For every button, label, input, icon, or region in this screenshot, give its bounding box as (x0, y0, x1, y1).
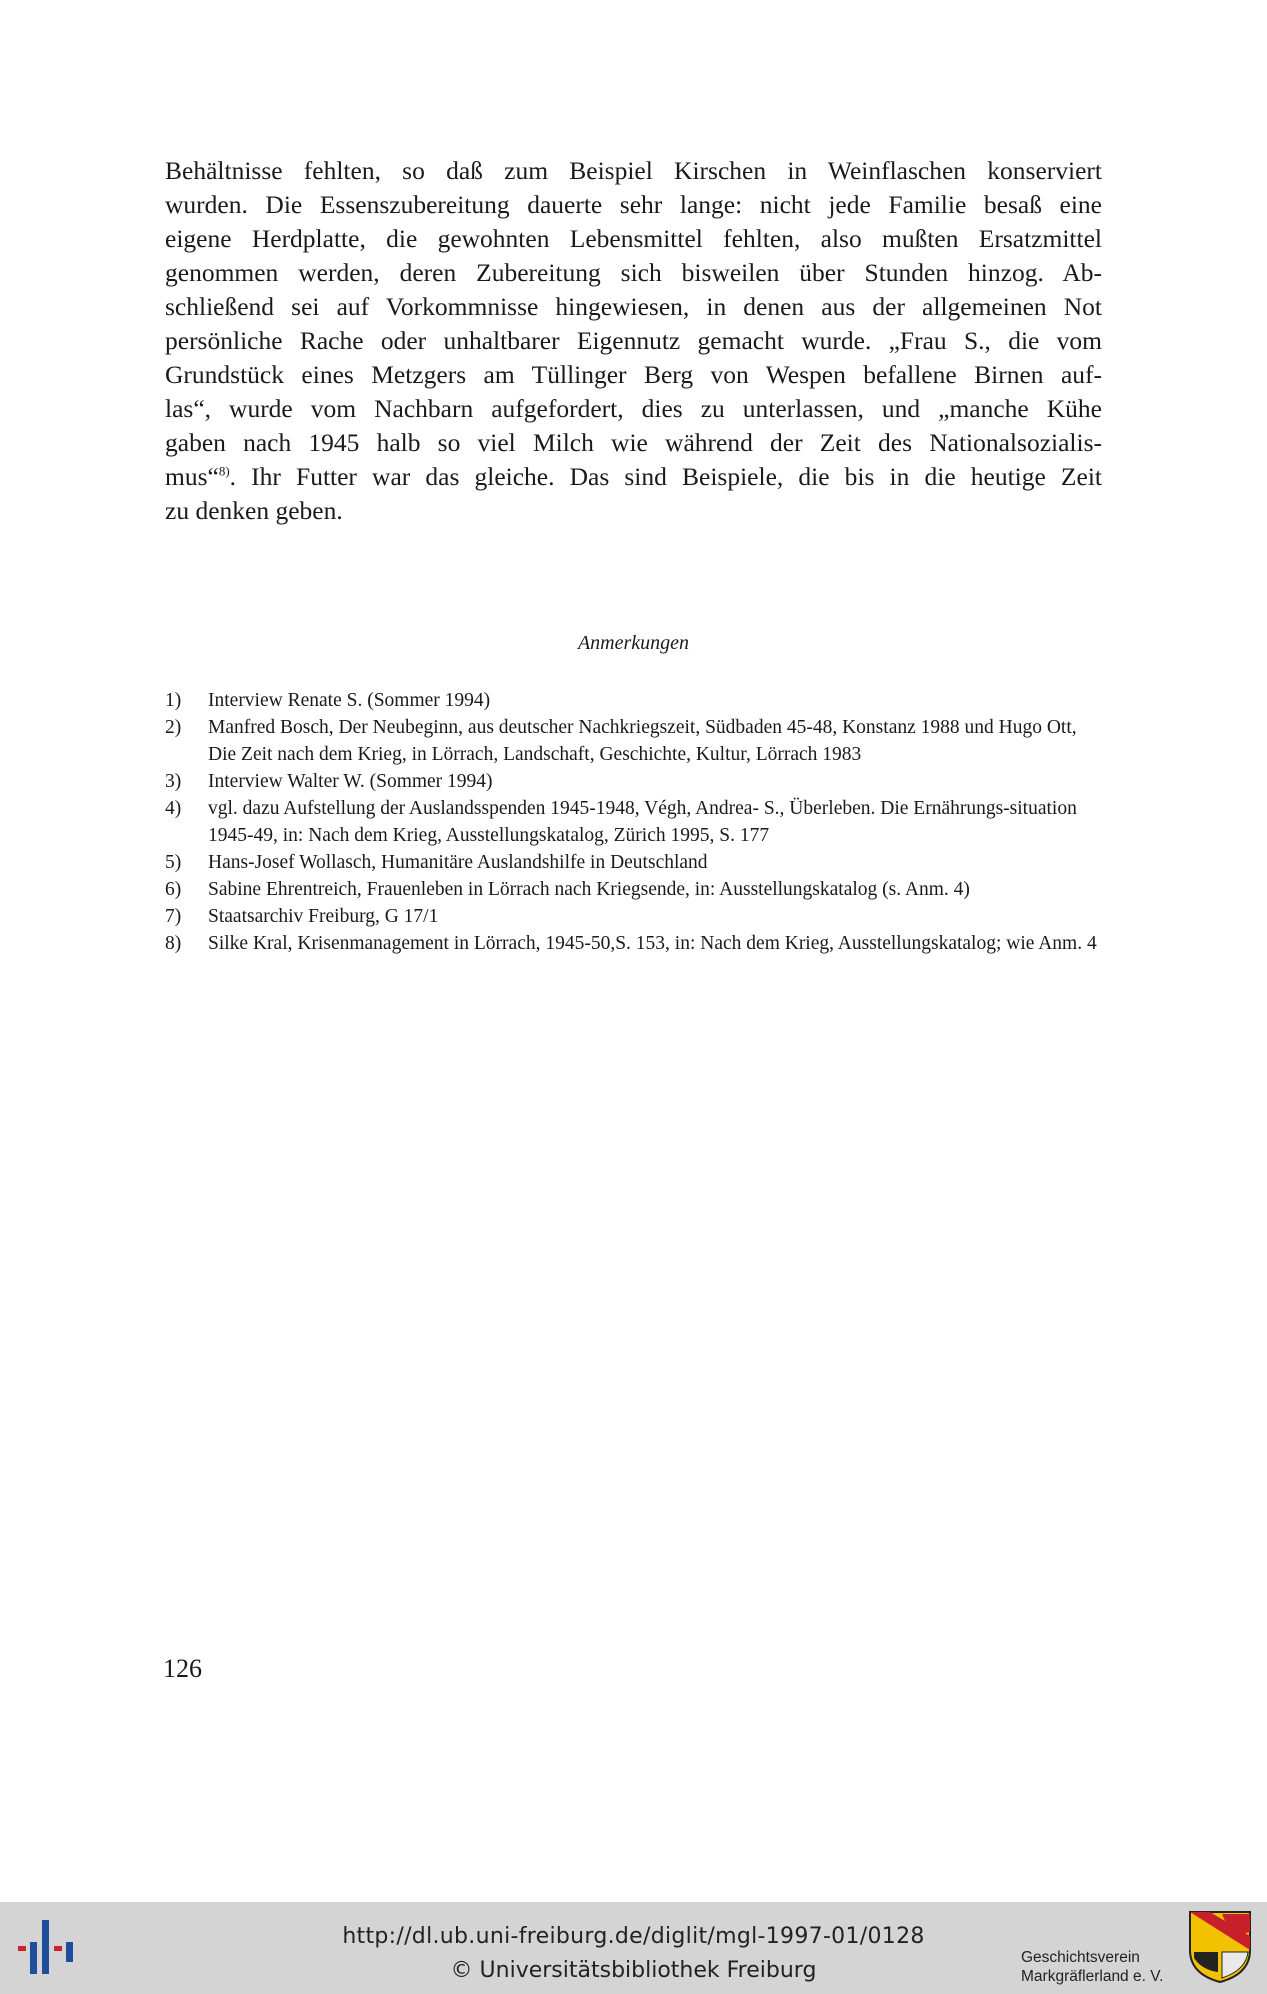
body-line: genommen werden, deren Zubereitung sich bisweilen über Stunden hinzog. Ab- (165, 258, 1102, 287)
page-number: 126 (163, 1654, 202, 1683)
source-url-link[interactable]: http://dl.ub.uni-freiburg.de/diglit/mgl-1997-01/0128 (342, 1924, 925, 1949)
footnote-number: 4) (165, 798, 182, 819)
body-text-fragment: mus“ (165, 462, 219, 491)
footnote-number: 3) (165, 771, 182, 792)
body-line: eigene Herdplatte, die gewohnten Lebensmittel fehlten, also mußten Ersatzmittel (165, 224, 1102, 253)
footnote-text: vgl. dazu Aufstellung der Auslandsspenden 1945-1948, Végh, Andrea- S., Überleben. Die Ernährungs-situation 1945-49, in: Nach dem Krieg, Ausstellungskatalog, Zürich 1995, S. 177 (208, 798, 1077, 846)
footnote-number: 1) (165, 690, 182, 711)
society-name (1021, 1948, 1163, 1986)
notes-heading: Anmerkungen (577, 632, 690, 654)
footnote-text: Staatsarchiv Freiburg, G 17/1 (208, 906, 439, 927)
footnote-reference: 8) (218, 463, 230, 479)
footnote-item (165, 903, 1102, 930)
footnote-item (165, 876, 1102, 903)
footnote-text: Interview Renate S. (Sommer 1994) (208, 690, 491, 711)
body-text-fragment: . Ihr Futter war das gleiche. Das sind Beispiele, die bis in die heutige Zeit (229, 462, 1102, 491)
footnotes-list (165, 687, 1102, 957)
body-line: Behältnisse fehlten, so daß zum Beispiel Kirschen in Weinflaschen konserviert (165, 156, 1102, 185)
society-name-line: Markgräflerland e. V. (1021, 1968, 1164, 1985)
coat-of-arms-icon (1188, 1910, 1252, 1984)
footnote-text: Hans-Josef Wollasch, Humanitäre Auslandshilfe in Deutschland (208, 852, 708, 873)
body-line: persönliche Rache oder unhaltbarer Eigennutz gemacht wurde. „Frau S., die vom (165, 326, 1102, 355)
footnote-item (165, 714, 1102, 768)
footnote-number: 6) (165, 879, 182, 900)
society-name-line: Geschichtsverein (1021, 1949, 1140, 1966)
footnote-text: Silke Kral, Krisenmanagement in Lörrach, 1945-50,S. 153, in: Nach dem Krieg, Ausstellungskatalog; wie Anm. 4 (208, 933, 1097, 954)
footnote-number: 5) (165, 852, 182, 873)
footnote-item (165, 768, 1102, 795)
body-line: Grundstück eines Metzgers am Tüllinger Berg von Wespen befallene Birnen auf- (165, 360, 1102, 389)
footnote-number: 8) (165, 933, 182, 954)
body-line: las“, wurde vom Nachbarn aufgefordert, dies zu unterlassen, und „manche Kühe (165, 394, 1102, 423)
footnote-text: Sabine Ehrentreich, Frauenleben in Lörrach nach Kriegsende, in: Ausstellungskatalog (s. Anm. 4) (208, 879, 970, 900)
copyright-notice: © Universitätsbibliothek Freiburg (450, 1958, 817, 1983)
footnote-text: Manfred Bosch, Der Neubeginn, aus deutscher Nachkriegszeit, Südbaden 45-48, Konstanz 1988 und Hugo Ott, Die Zeit nach dem Krieg, in Lörrach, Landschaft, Geschichte, Kultur, Lörrach 1983 (208, 717, 1077, 765)
footnote-item (165, 687, 1102, 714)
body-line: gaben nach 1945 halb so viel Milch wie während der Zeit des Nationalsozialis- (165, 428, 1102, 457)
footnote-item (165, 849, 1102, 876)
body-line: wurden. Die Essenszubereitung dauerte sehr lange: nicht jede Familie besaß eine (165, 190, 1102, 219)
footnote-text: Interview Walter W. (Sommer 1994) (208, 771, 493, 792)
body-text (165, 154, 1102, 528)
footnote-item (165, 795, 1102, 849)
footnote-number: 7) (165, 906, 182, 927)
footnote-item (165, 930, 1102, 957)
body-line: zu denken geben. (165, 496, 343, 525)
body-line-footnote-ref (165, 460, 1102, 494)
body-line: schließend sei auf Vorkommnisse hingewiesen, in denen aus der allgemeinen Not (165, 292, 1102, 321)
footnote-number: 2) (165, 717, 182, 738)
